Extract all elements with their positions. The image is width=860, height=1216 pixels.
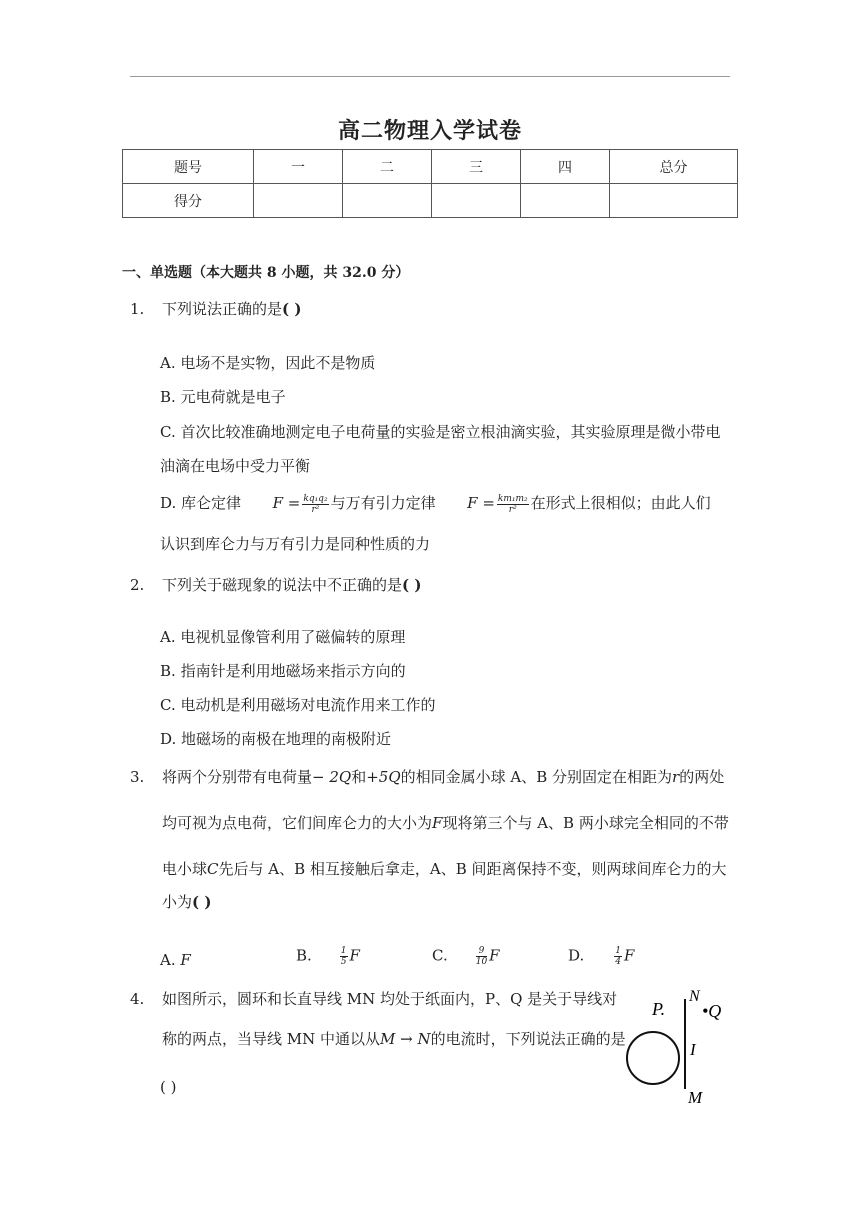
answer-paren: ( ) xyxy=(402,576,422,594)
label-n: N xyxy=(689,988,700,1005)
label-q: •Q xyxy=(702,1001,722,1021)
score-cell[interactable] xyxy=(610,184,738,218)
section-heading: 一、单选题（本大题共 8 小题，共 32.0 分） xyxy=(122,265,410,281)
question-stem-line3: 电小球C先后与 A、B 相互接触后拿走，A、B 间距离保持不变，则两球间库仑力的大 xyxy=(162,860,727,878)
score-cell[interactable] xyxy=(254,184,343,218)
header-cell: 总分 xyxy=(610,150,738,184)
header-cell: 三 xyxy=(432,150,521,184)
option-a: A. 电视机显像管利用了磁偏转的原理 xyxy=(160,628,406,646)
formula-f: F = xyxy=(467,494,495,512)
option-a: A. F xyxy=(160,951,191,969)
question-stem-line2: 称的两点，当导线 MN 中通以从M → N的电流时，下列说法正确的是 xyxy=(162,1030,626,1048)
question-stem-line1: 将两个分别带有电荷量− 2Q和+5Q的相同金属小球 A、B 分别固定在相距为r的两处 xyxy=(162,768,725,786)
option-d: D. $\frac{1}{4}$ F xyxy=(568,946,635,967)
label-i: I xyxy=(690,1040,696,1059)
score-table xyxy=(122,149,738,218)
fraction: $\frac{1}{4}$ xyxy=(615,946,621,967)
answer-paren: ( ) xyxy=(160,1078,177,1096)
score-table-score-row xyxy=(123,184,738,218)
option-a: A. 电场不是实物，因此不是物质 xyxy=(160,354,376,372)
ring-icon xyxy=(627,1032,679,1084)
question-stem-line4: 小为( ) xyxy=(162,893,212,911)
gravity-fraction: $\frac{\text{km₁m₂}}{\text{r²}}$ xyxy=(497,493,528,515)
option-c: C. $\frac{9}{10}$ F xyxy=(432,946,500,967)
label-m: M xyxy=(688,1088,703,1105)
score-cell[interactable] xyxy=(432,184,521,218)
fraction: $\frac{9}{10}$ xyxy=(475,946,488,967)
question-number: 4. xyxy=(130,990,145,1008)
option-c-cont: 油滴在电场中受力平衡 xyxy=(160,457,311,475)
option-d: D. 地磁场的南极在地理的南极附近 xyxy=(160,730,392,748)
score-cell[interactable] xyxy=(521,184,610,218)
option-b: B. 元电荷就是电子 xyxy=(160,388,286,406)
score-row-label: 得分 xyxy=(123,184,254,218)
option-d-cont: 认识到库仑力与万有引力是同种性质的力 xyxy=(160,535,431,553)
option-c: C. 电动机是利用磁场对电流作用来工作的 xyxy=(160,696,436,714)
question-number: 3. xyxy=(130,768,145,786)
question-stem: 下列说法正确的是( ) xyxy=(162,300,302,318)
option-c: C. 首次比较准确地测定电子电荷量的实验是密立根油滴实验，其实验原理是微小带电 xyxy=(160,423,721,441)
answer-paren: ( ) xyxy=(192,893,212,911)
header-cell: 四 xyxy=(521,150,610,184)
score-table-header-row xyxy=(123,150,738,184)
formula-f: F = xyxy=(272,494,301,512)
header-rule xyxy=(130,76,730,77)
header-cell: 二 xyxy=(343,150,432,184)
question-number: 1. xyxy=(130,300,145,318)
question-stem-line2: 均可视为点电荷，它们间库仑力的大小为F现将第三个与 A、B 两小球完全相同的不带 xyxy=(162,814,729,832)
ring-wire-figure xyxy=(622,985,732,1105)
coulomb-fraction: $\frac{\text{kq₁q₂}}{\text{r²}}$ xyxy=(303,493,328,515)
option-b: B. $\frac{1}{5}$ F xyxy=(296,946,360,967)
answer-paren: ( ) xyxy=(282,300,302,318)
option-d: D. 库仑定律 F = $\frac{\text{kq₁q₂}}{\text{r²}}$ 与万有引力定律 F = $\frac{\text{km₁m₂}}{\text{r²}}$ 在形式上很相似；由此人们 xyxy=(160,493,711,515)
header-cell: 题号 xyxy=(123,150,254,184)
question-stem: 下列关于磁现象的说法中不正确的是( ) xyxy=(162,576,422,594)
label-p: P. xyxy=(652,999,666,1019)
score-cell[interactable] xyxy=(343,184,432,218)
question-number: 2. xyxy=(130,576,145,594)
header-cell: 一 xyxy=(254,150,343,184)
page-title: 高二物理入学试卷 xyxy=(337,118,522,144)
question-stem-line1: 如图所示，圆环和长直导线 MN 均处于纸面内，P、Q 是关于导线对 xyxy=(162,990,618,1008)
fraction: $\frac{1}{5}$ xyxy=(340,946,347,967)
option-b: B. 指南针是利用地磁场来指示方向的 xyxy=(160,662,406,680)
